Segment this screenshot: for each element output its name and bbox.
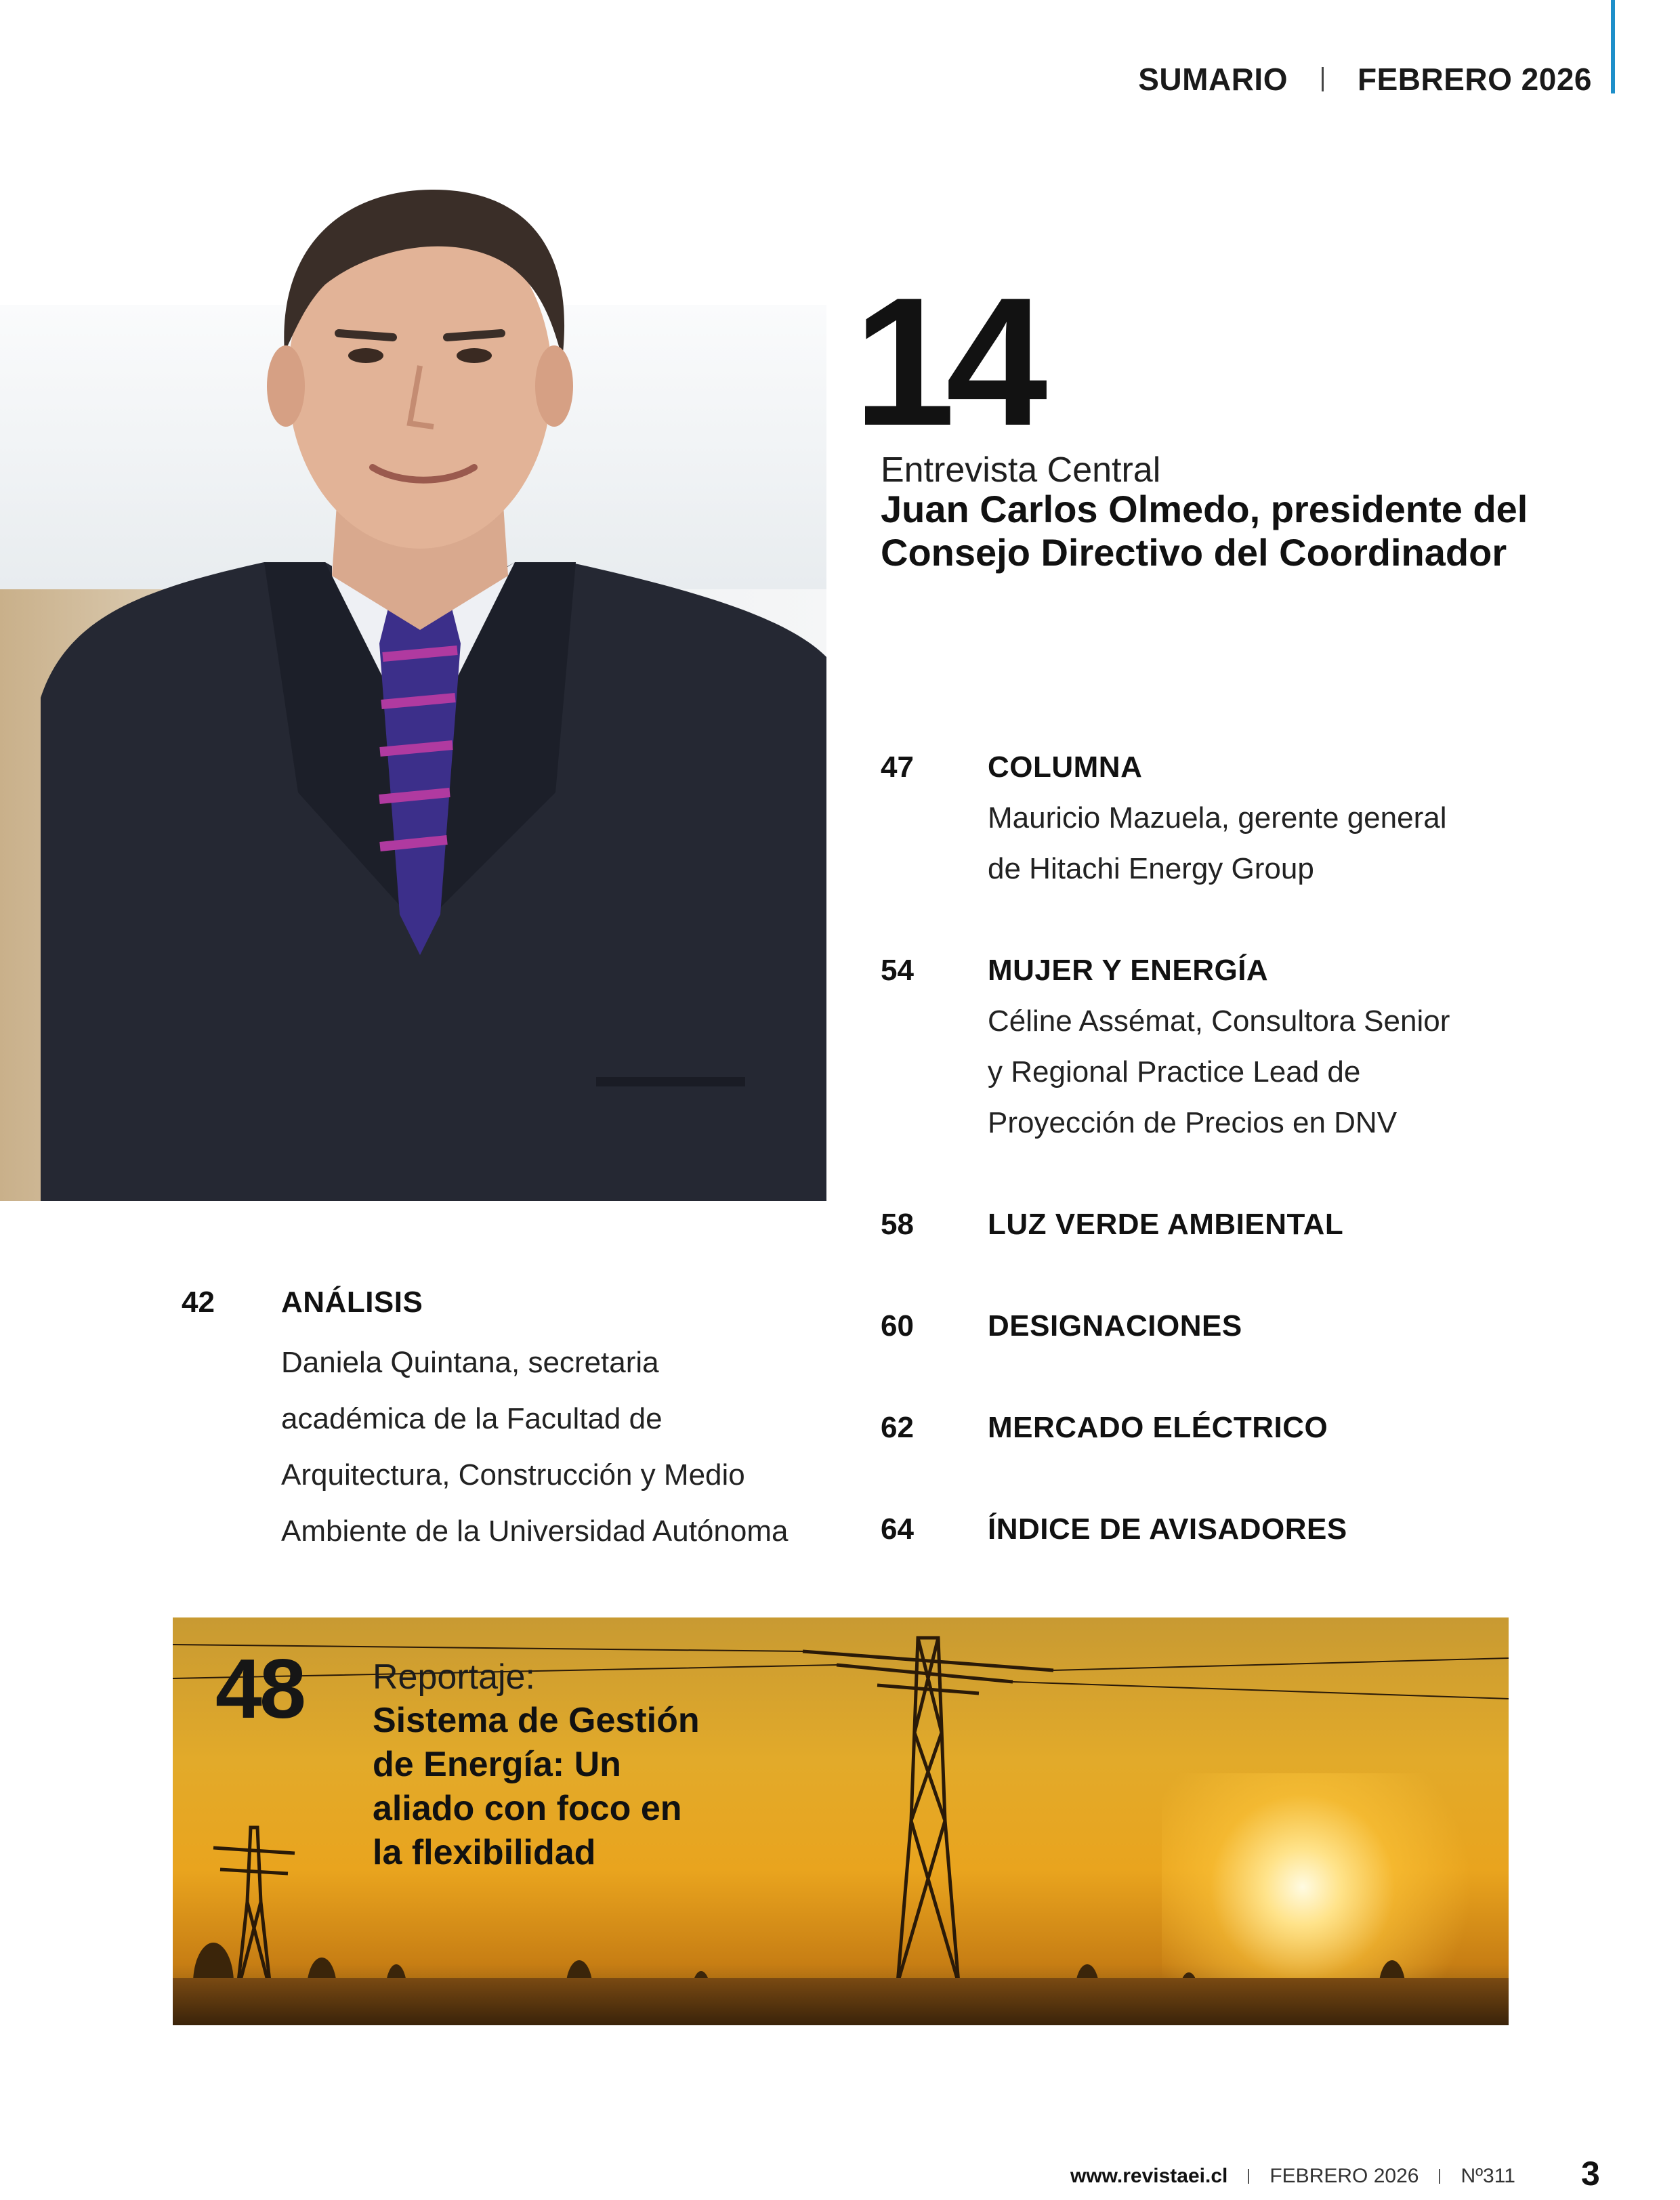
- toc-page-number: 64: [881, 1512, 914, 1546]
- toc-description-line: y Regional Practice Lead de: [988, 1055, 1361, 1088]
- toc-description-line: Daniela Quintana, secretaria: [281, 1346, 659, 1379]
- header-divider: [1322, 67, 1324, 91]
- feature-title: Juan Carlos Olmedo, presidente del Consejo Directivo del Coordinador: [881, 488, 1528, 574]
- banner-title: [373, 1699, 752, 1875]
- toc-category: ÍNDICE DE AVISADORES: [988, 1512, 1347, 1546]
- banner-kicker: Reportaje:: [373, 1657, 535, 1697]
- toc-description: [988, 792, 1447, 894]
- toc-page-number: 47: [881, 750, 914, 784]
- toc-category: MUJER Y ENERGÍA: [988, 954, 1269, 987]
- banner-field: [173, 1978, 1509, 2025]
- toc-description: [988, 996, 1450, 1148]
- feature-kicker: Entrevista Central: [881, 450, 1161, 490]
- banner-title-line: la flexibilidad: [373, 1833, 596, 1872]
- toc-description-line: de Hitachi Energy Group: [988, 852, 1314, 885]
- page-footer: [1070, 2165, 1515, 2188]
- toc-description-line: académica de la Facultad de: [281, 1402, 663, 1435]
- feature-page-number: 14: [854, 260, 1038, 464]
- banner-title-line: aliado con foco en: [373, 1789, 682, 1828]
- footer-divider: [1439, 2169, 1440, 2184]
- footer-issue-date: FEBRERO 2026: [1269, 2165, 1419, 2187]
- toc-category: COLUMNA: [988, 750, 1143, 784]
- footer-website: www.revistaei.cl: [1070, 2165, 1228, 2187]
- banner-title-line: de Energía: Un: [373, 1745, 621, 1784]
- page-header: [1138, 61, 1592, 98]
- toc-description-line: Proyección de Precios en DNV: [988, 1106, 1398, 1139]
- toc-description-line: Mauricio Mazuela, gerente general: [988, 801, 1447, 834]
- toc-description: [281, 1334, 788, 1559]
- portrait-photo: [41, 183, 826, 1201]
- header-issue-date: FEBRERO 2026: [1357, 62, 1592, 97]
- section-title: SUMARIO: [1138, 62, 1288, 97]
- toc-category: DESIGNACIONES: [988, 1309, 1242, 1342]
- toc-description-line: Ambiente de la Universidad Autónoma: [281, 1515, 789, 1548]
- toc-page-number: 60: [881, 1309, 914, 1342]
- footer-divider: [1248, 2169, 1249, 2184]
- toc-category: LUZ VERDE AMBIENTAL: [988, 1208, 1344, 1241]
- toc-description-line: Arquitectura, Construcción y Medio: [281, 1458, 745, 1492]
- footer-issue-number: Nº311: [1461, 2165, 1515, 2187]
- toc-page-number: 58: [881, 1208, 914, 1241]
- banner-title-line: Sistema de Gestión: [373, 1701, 700, 1740]
- toc-page-number: 42: [182, 1286, 215, 1319]
- toc-page-number: 54: [881, 954, 914, 987]
- toc-description-line: Céline Assémat, Consultora Senior: [988, 1004, 1450, 1038]
- banner-page-number: 48: [215, 1643, 303, 1736]
- page-number: 3: [1581, 2155, 1600, 2193]
- toc-page-number: 62: [881, 1411, 914, 1444]
- toc-category: MERCADO ELÉCTRICO: [988, 1411, 1328, 1444]
- toc-category: ANÁLISIS: [281, 1286, 423, 1319]
- header-accent-line: [1611, 0, 1615, 93]
